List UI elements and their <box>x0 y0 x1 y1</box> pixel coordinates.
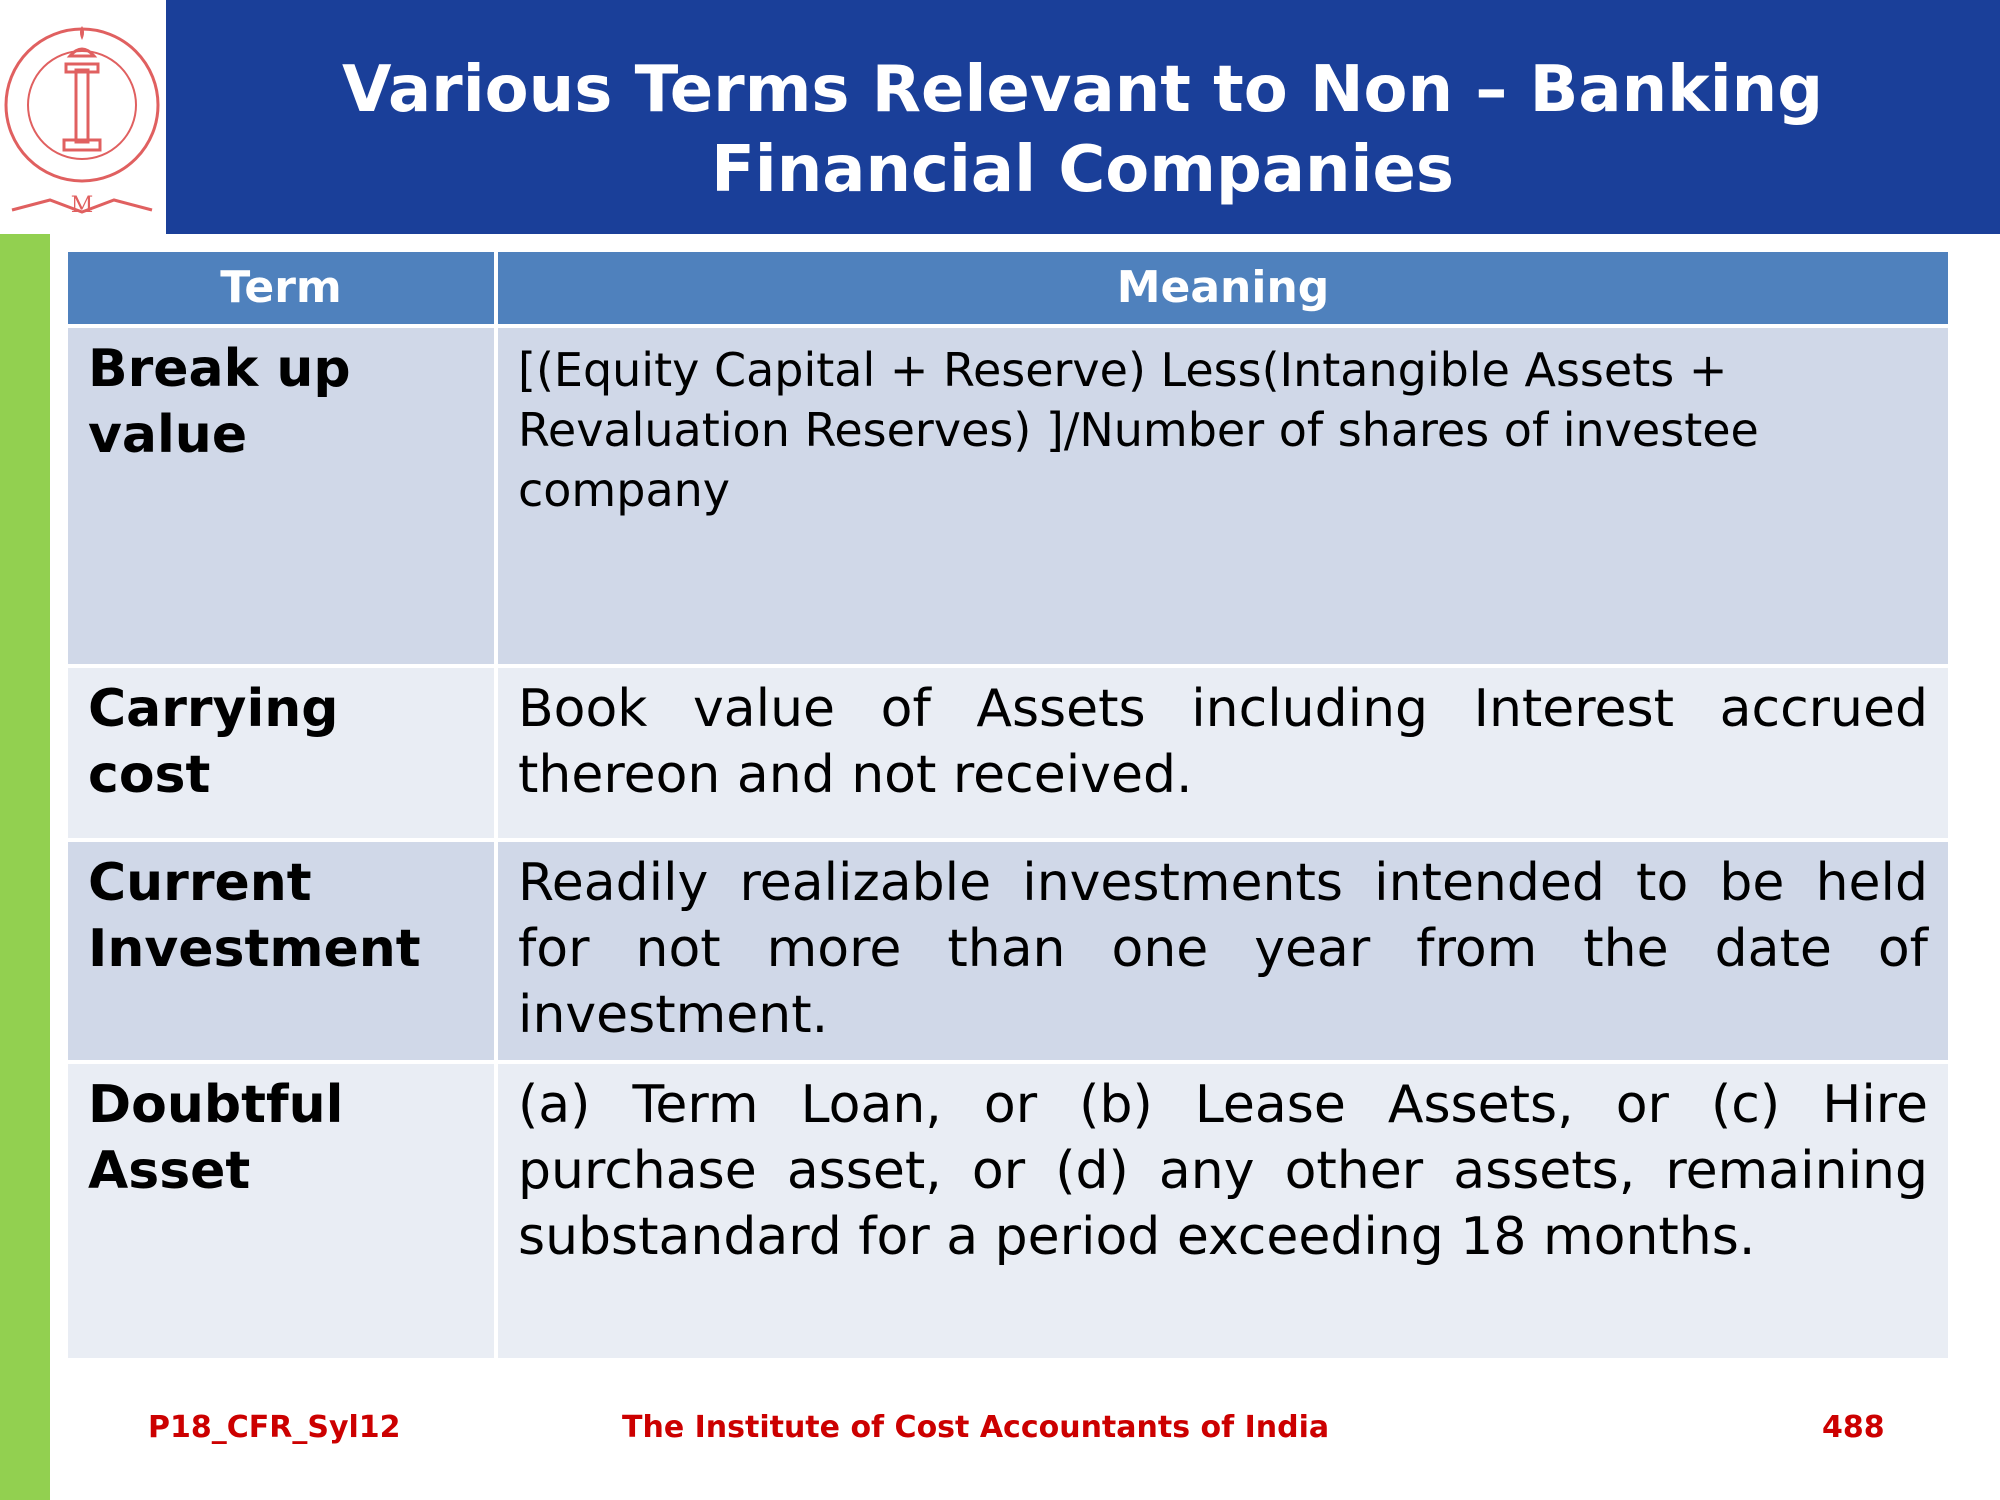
page-number: 488 <box>1822 1410 1885 1445</box>
term-cell: Doubtful Asset <box>68 1064 494 1358</box>
term-cell: Break up value <box>68 328 494 664</box>
institute-seal-logo-icon <box>0 0 166 234</box>
meaning-cell: Readily realizable investments intended to be held for not more than one year from the date of investment. <box>494 842 1948 1060</box>
footer-code: P18_CFR_Syl12 <box>148 1410 401 1445</box>
footer-institute: The Institute of Cost Accountants of India <box>622 1410 1330 1445</box>
left-accent-stripe <box>0 234 50 1500</box>
slide-title: Various Terms Relevant to Non – Banking Financial Companies <box>341 53 1824 207</box>
term-cell: Carrying cost <box>68 668 494 838</box>
meaning-cell: [(Equity Capital + Reserve) Less(Intangible Assets + Revaluation Reserves) ]/Number of shares of investee company <box>494 328 1948 664</box>
table-row <box>68 668 1948 838</box>
meaning-cell: Book value of Assets including Interest accrued thereon and not received. <box>494 668 1948 838</box>
meaning-cell: (a) Term Loan, or (b) Lease Assets, or (c) Hire purchase asset, or (d) any other assets, remaining substandard for a period exceeding 18 months. <box>494 1064 1948 1358</box>
term-cell: Current Investment <box>68 842 494 1060</box>
header-band <box>0 0 2000 234</box>
svg-text:M: M <box>70 193 94 218</box>
terms-table <box>68 252 1948 1362</box>
table-row <box>68 842 1948 1060</box>
table-row <box>68 328 1948 664</box>
logo <box>0 0 166 234</box>
column-header-term: Term <box>68 252 494 324</box>
column-header-meaning: Meaning <box>494 252 1948 324</box>
table-row <box>68 1064 1948 1358</box>
table-header-row <box>68 252 1948 324</box>
